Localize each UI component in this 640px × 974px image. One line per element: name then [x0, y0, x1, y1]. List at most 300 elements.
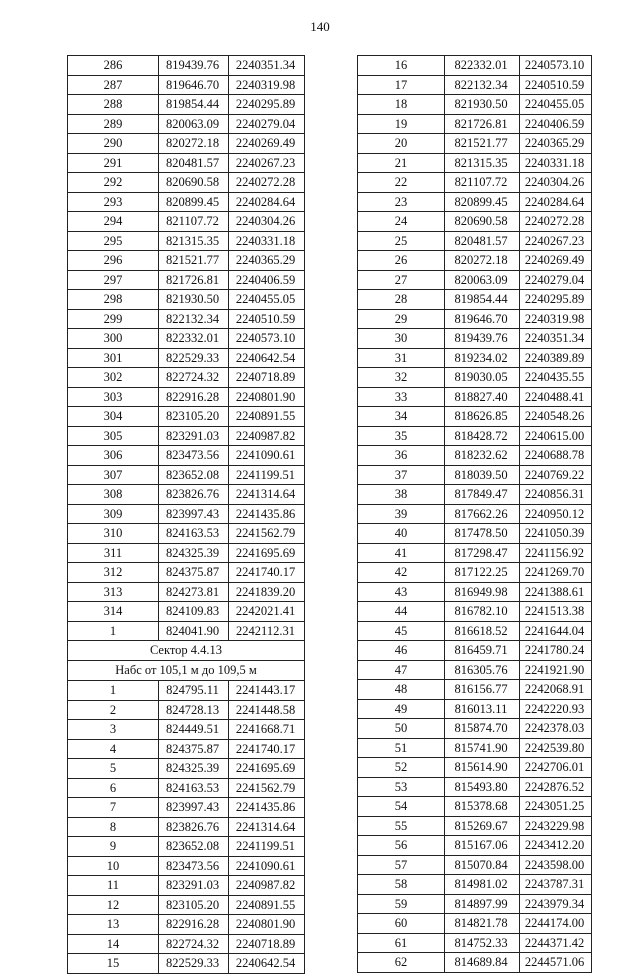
table-row [358, 680, 592, 700]
coordinate-x: 815741.90 [445, 738, 520, 758]
coordinate-y: 2240267.23 [520, 231, 592, 251]
point-number: 38 [358, 485, 445, 505]
coordinate-x: 824325.39 [159, 543, 229, 563]
coordinate-x: 815874.70 [445, 719, 520, 739]
right-coordinates-table [357, 55, 592, 973]
coordinate-x: 820063.09 [445, 270, 520, 290]
table-row [358, 933, 592, 953]
point-number: 62 [358, 953, 445, 973]
coordinate-x: 819854.44 [445, 290, 520, 310]
coordinate-y: 2240269.49 [229, 134, 305, 154]
coordinate-y: 2240642.54 [229, 954, 305, 974]
point-number: 14 [68, 934, 159, 954]
coordinate-x: 824163.53 [159, 778, 229, 798]
point-number: 294 [68, 212, 159, 232]
table-row [358, 329, 592, 349]
coordinate-y: 2240304.26 [520, 173, 592, 193]
table-row [68, 739, 305, 759]
point-number: 52 [358, 758, 445, 778]
table-row [68, 856, 305, 876]
point-number: 19 [358, 114, 445, 134]
coordinate-y: 2241740.17 [229, 739, 305, 759]
coordinate-x: 823826.76 [159, 817, 229, 837]
coordinate-x: 814981.02 [445, 875, 520, 895]
coordinate-y: 2243412.20 [520, 836, 592, 856]
point-number: 40 [358, 524, 445, 544]
point-number: 5 [68, 759, 159, 779]
coordinate-y: 2240488.41 [520, 387, 592, 407]
coordinate-x: 821107.72 [159, 212, 229, 232]
coordinate-x: 817122.25 [445, 563, 520, 583]
table-row [68, 114, 305, 134]
coordinate-y: 2241562.79 [229, 778, 305, 798]
coordinate-x: 816459.71 [445, 641, 520, 661]
coordinate-x: 823826.76 [159, 485, 229, 505]
table-row [358, 153, 592, 173]
point-number: 7 [68, 798, 159, 818]
table-row [68, 602, 305, 622]
coordinate-x: 817298.47 [445, 543, 520, 563]
coordinate-y: 2241199.51 [229, 837, 305, 857]
coordinate-x: 819030.05 [445, 368, 520, 388]
point-number: 312 [68, 563, 159, 583]
coordinate-x: 817478.50 [445, 524, 520, 544]
table-row [358, 95, 592, 115]
point-number: 34 [358, 407, 445, 427]
coordinate-x: 819439.76 [159, 56, 229, 76]
point-number: 27 [358, 270, 445, 290]
point-number: 296 [68, 251, 159, 271]
table-row [358, 251, 592, 271]
coordinate-y: 2240718.89 [229, 934, 305, 954]
point-number: 6 [68, 778, 159, 798]
coordinate-y: 2240891.55 [229, 895, 305, 915]
point-number: 288 [68, 95, 159, 115]
point-number: 51 [358, 738, 445, 758]
section-title-row [68, 641, 305, 661]
table-row [68, 75, 305, 95]
table-row [358, 660, 592, 680]
point-number: 303 [68, 387, 159, 407]
table-row [68, 817, 305, 837]
table-row [358, 816, 592, 836]
coordinate-x: 822916.28 [159, 915, 229, 935]
left-table-body [68, 56, 305, 974]
table-row [358, 290, 592, 310]
point-number: 21 [358, 153, 445, 173]
table-row [68, 231, 305, 251]
coordinate-y: 2240406.59 [229, 270, 305, 290]
coordinate-y: 2240455.05 [520, 95, 592, 115]
table-row [68, 173, 305, 193]
coordinate-y: 2242378.03 [520, 719, 592, 739]
point-number: 43 [358, 582, 445, 602]
table-row [68, 212, 305, 232]
coordinate-y: 2242068.91 [520, 680, 592, 700]
coordinate-y: 2241435.86 [229, 504, 305, 524]
coordinate-y: 2241314.64 [229, 817, 305, 837]
table-row [68, 348, 305, 368]
point-number: 17 [358, 75, 445, 95]
point-number: 310 [68, 524, 159, 544]
point-number: 39 [358, 504, 445, 524]
table-row [68, 895, 305, 915]
coordinate-x: 824273.81 [159, 582, 229, 602]
point-number: 36 [358, 446, 445, 466]
point-number: 30 [358, 329, 445, 349]
table-row [358, 212, 592, 232]
coordinate-x: 824728.13 [159, 700, 229, 720]
table-row [68, 934, 305, 954]
coordinate-y: 2241050.39 [520, 524, 592, 544]
coordinate-y: 2240510.59 [520, 75, 592, 95]
coordinate-x: 822332.01 [159, 329, 229, 349]
table-row [68, 446, 305, 466]
coordinate-y: 2240856.31 [520, 485, 592, 505]
coordinate-x: 824449.51 [159, 720, 229, 740]
coordinate-x: 814821.78 [445, 914, 520, 934]
coordinate-x: 819234.02 [445, 348, 520, 368]
table-row [68, 837, 305, 857]
coordinate-y: 2240389.89 [520, 348, 592, 368]
coordinate-y: 2241562.79 [229, 524, 305, 544]
coordinate-x: 821107.72 [445, 173, 520, 193]
table-row [358, 621, 592, 641]
coordinate-x: 816013.11 [445, 699, 520, 719]
coordinate-y: 2242539.80 [520, 738, 592, 758]
point-number: 307 [68, 465, 159, 485]
point-number: 33 [358, 387, 445, 407]
table-row [358, 699, 592, 719]
coordinate-x: 817662.26 [445, 504, 520, 524]
point-number: 302 [68, 368, 159, 388]
coordinate-y: 2241695.69 [229, 759, 305, 779]
point-number: 57 [358, 855, 445, 875]
coordinate-x: 822332.01 [445, 56, 520, 76]
section-subtitle-row [68, 661, 305, 681]
point-number: 41 [358, 543, 445, 563]
point-number: 48 [358, 680, 445, 700]
table-row [68, 56, 305, 76]
point-number: 301 [68, 348, 159, 368]
table-row [68, 582, 305, 602]
coordinate-x: 817849.47 [445, 485, 520, 505]
coordinate-y: 2242220.93 [520, 699, 592, 719]
point-number: 16 [358, 56, 445, 76]
coordinate-y: 2240615.00 [520, 426, 592, 446]
table-row [358, 426, 592, 446]
coordinate-x: 822916.28 [159, 387, 229, 407]
table-row [68, 524, 305, 544]
table-row [358, 407, 592, 427]
coordinate-x: 822724.32 [159, 368, 229, 388]
coordinate-x: 815167.06 [445, 836, 520, 856]
coordinate-y: 2243051.25 [520, 797, 592, 817]
coordinate-x: 820272.18 [445, 251, 520, 271]
coordinate-y: 2240573.10 [520, 56, 592, 76]
coordinate-x: 818827.40 [445, 387, 520, 407]
table-row [358, 602, 592, 622]
point-number: 56 [358, 836, 445, 856]
point-number: 298 [68, 290, 159, 310]
table-row [68, 153, 305, 173]
coordinate-x: 821930.50 [159, 290, 229, 310]
coordinate-y: 2241644.04 [520, 621, 592, 641]
point-number: 29 [358, 309, 445, 329]
coordinate-x: 814897.99 [445, 894, 520, 914]
point-number: 47 [358, 660, 445, 680]
coordinate-x: 823105.20 [159, 407, 229, 427]
coordinate-x: 824795.11 [159, 681, 229, 701]
table-row [68, 915, 305, 935]
coordinate-y: 2240688.78 [520, 446, 592, 466]
coordinate-x: 820690.58 [159, 173, 229, 193]
coordinate-y: 2241695.69 [229, 543, 305, 563]
point-number: 59 [358, 894, 445, 914]
coordinate-x: 823652.08 [159, 465, 229, 485]
coordinate-x: 820899.45 [159, 192, 229, 212]
coordinate-x: 820481.57 [445, 231, 520, 251]
coordinate-x: 820063.09 [159, 114, 229, 134]
point-number: 304 [68, 407, 159, 427]
point-number: 2 [68, 700, 159, 720]
table-row [68, 465, 305, 485]
coordinate-y: 2240319.98 [229, 75, 305, 95]
point-number: 13 [68, 915, 159, 935]
point-number: 290 [68, 134, 159, 154]
coordinate-y: 2240406.59 [520, 114, 592, 134]
coordinate-y: 2243229.98 [520, 816, 592, 836]
point-number: 50 [358, 719, 445, 739]
point-number: 314 [68, 602, 159, 622]
coordinate-y: 2240319.98 [520, 309, 592, 329]
coordinate-x: 824375.87 [159, 739, 229, 759]
coordinate-y: 2242112.31 [229, 621, 305, 641]
coordinate-x: 815070.84 [445, 855, 520, 875]
table-row [68, 798, 305, 818]
table-row [68, 309, 305, 329]
table-row [358, 173, 592, 193]
coordinate-y: 2240365.29 [229, 251, 305, 271]
coordinate-y: 2240272.28 [229, 173, 305, 193]
point-number: 309 [68, 504, 159, 524]
point-number: 287 [68, 75, 159, 95]
coordinate-y: 2242876.52 [520, 777, 592, 797]
table-row [68, 720, 305, 740]
point-number: 289 [68, 114, 159, 134]
table-row [68, 759, 305, 779]
table-row [358, 875, 592, 895]
coordinate-x: 819854.44 [159, 95, 229, 115]
coordinate-y: 2243787.31 [520, 875, 592, 895]
coordinate-x: 820272.18 [159, 134, 229, 154]
coordinate-y: 2240269.49 [520, 251, 592, 271]
point-number: 4 [68, 739, 159, 759]
coordinate-x: 821726.81 [159, 270, 229, 290]
coordinate-x: 823997.43 [159, 798, 229, 818]
point-number: 311 [68, 543, 159, 563]
coordinate-y: 2240987.82 [229, 876, 305, 896]
table-row [358, 134, 592, 154]
table-row [68, 954, 305, 974]
table-row [358, 309, 592, 329]
point-number: 49 [358, 699, 445, 719]
table-row [68, 368, 305, 388]
table-row [358, 192, 592, 212]
point-number: 24 [358, 212, 445, 232]
coordinate-y: 2241740.17 [229, 563, 305, 583]
coordinate-x: 814752.33 [445, 933, 520, 953]
coordinate-y: 2240891.55 [229, 407, 305, 427]
table-row [358, 465, 592, 485]
table-row [358, 270, 592, 290]
coordinate-x: 815614.90 [445, 758, 520, 778]
coordinate-y: 2241199.51 [229, 465, 305, 485]
table-row [68, 543, 305, 563]
table-row [68, 700, 305, 720]
table-row [358, 348, 592, 368]
coordinate-y: 2240272.28 [520, 212, 592, 232]
coordinate-x: 821726.81 [445, 114, 520, 134]
coordinate-x: 816156.77 [445, 680, 520, 700]
table-row [68, 876, 305, 896]
table-row [68, 681, 305, 701]
point-number: 11 [68, 876, 159, 896]
point-number: 31 [358, 348, 445, 368]
coordinate-x: 821315.35 [445, 153, 520, 173]
table-row [358, 894, 592, 914]
coordinate-y: 2241921.90 [520, 660, 592, 680]
coordinate-x: 816618.52 [445, 621, 520, 641]
table-row [68, 504, 305, 524]
right-table-body [358, 56, 592, 973]
table-row [68, 134, 305, 154]
point-number: 306 [68, 446, 159, 466]
table-row [68, 621, 305, 641]
point-number: 20 [358, 134, 445, 154]
point-number: 15 [68, 954, 159, 974]
table-row [358, 582, 592, 602]
coordinate-x: 824375.87 [159, 563, 229, 583]
table-row [68, 407, 305, 427]
table-row [358, 543, 592, 563]
coordinate-x: 820481.57 [159, 153, 229, 173]
coordinate-y: 2240642.54 [229, 348, 305, 368]
coordinate-y: 2241448.58 [229, 700, 305, 720]
coordinate-y: 2241269.70 [520, 563, 592, 583]
coordinate-y: 2243598.00 [520, 855, 592, 875]
point-number: 313 [68, 582, 159, 602]
coordinate-x: 823997.43 [159, 504, 229, 524]
coordinate-y: 2240279.04 [520, 270, 592, 290]
coordinate-y: 2243979.34 [520, 894, 592, 914]
coordinate-y: 2240510.59 [229, 309, 305, 329]
coordinate-x: 821521.77 [445, 134, 520, 154]
coordinate-y: 2240365.29 [520, 134, 592, 154]
coordinate-y: 2240295.89 [229, 95, 305, 115]
coordinate-x: 819646.70 [445, 309, 520, 329]
point-number: 55 [358, 816, 445, 836]
coordinate-x: 819646.70 [159, 75, 229, 95]
coordinate-y: 2240573.10 [229, 329, 305, 349]
coordinate-x: 823291.03 [159, 426, 229, 446]
section-subtitle: Набс от 105,1 м до 109,5 м [68, 661, 305, 681]
coordinate-y: 2240801.90 [229, 915, 305, 935]
point-number: 45 [358, 621, 445, 641]
table-row [358, 777, 592, 797]
point-number: 61 [358, 933, 445, 953]
coordinate-x: 815378.68 [445, 797, 520, 817]
table-row [68, 426, 305, 446]
coordinate-y: 2241780.24 [520, 641, 592, 661]
point-number: 60 [358, 914, 445, 934]
coordinate-y: 2244174.00 [520, 914, 592, 934]
point-number: 3 [68, 720, 159, 740]
point-number: 42 [358, 563, 445, 583]
table-row [358, 855, 592, 875]
table-row [358, 641, 592, 661]
table-row [68, 387, 305, 407]
coordinate-y: 2241668.71 [229, 720, 305, 740]
table-row [358, 758, 592, 778]
coordinate-y: 2241388.61 [520, 582, 592, 602]
table-row [358, 75, 592, 95]
table-row [358, 914, 592, 934]
coordinate-y: 2244571.06 [520, 953, 592, 973]
point-number: 1 [68, 681, 159, 701]
point-number: 26 [358, 251, 445, 271]
point-number: 291 [68, 153, 159, 173]
coordinate-x: 821930.50 [445, 95, 520, 115]
coordinate-x: 822529.33 [159, 954, 229, 974]
coordinate-x: 818626.85 [445, 407, 520, 427]
coordinate-x: 815269.67 [445, 816, 520, 836]
coordinate-x: 814689.84 [445, 953, 520, 973]
coordinate-x: 816305.76 [445, 660, 520, 680]
table-row [358, 719, 592, 739]
table-row [68, 290, 305, 310]
coordinate-y: 2244371.42 [520, 933, 592, 953]
point-number: 293 [68, 192, 159, 212]
coordinate-y: 2240769.22 [520, 465, 592, 485]
table-row [358, 231, 592, 251]
coordinate-y: 2241435.86 [229, 798, 305, 818]
coordinate-y: 2240284.64 [520, 192, 592, 212]
point-number: 44 [358, 602, 445, 622]
coordinate-y: 2240295.89 [520, 290, 592, 310]
page-number: 140 [310, 19, 330, 34]
coordinate-x: 819439.76 [445, 329, 520, 349]
coordinate-y: 2240284.64 [229, 192, 305, 212]
point-number: 22 [358, 173, 445, 193]
coordinate-x: 823652.08 [159, 837, 229, 857]
table-row [358, 524, 592, 544]
coordinate-y: 2241443.17 [229, 681, 305, 701]
coordinate-x: 816782.10 [445, 602, 520, 622]
table-row [358, 563, 592, 583]
coordinate-x: 816949.98 [445, 582, 520, 602]
table-row [68, 95, 305, 115]
coordinate-x: 823473.56 [159, 446, 229, 466]
coordinate-y: 2240435.55 [520, 368, 592, 388]
coordinate-x: 820899.45 [445, 192, 520, 212]
point-number: 305 [68, 426, 159, 446]
point-number: 297 [68, 270, 159, 290]
coordinate-y: 2240548.26 [520, 407, 592, 427]
table-row [358, 485, 592, 505]
coordinate-y: 2241090.61 [229, 856, 305, 876]
coordinate-x: 821315.35 [159, 231, 229, 251]
